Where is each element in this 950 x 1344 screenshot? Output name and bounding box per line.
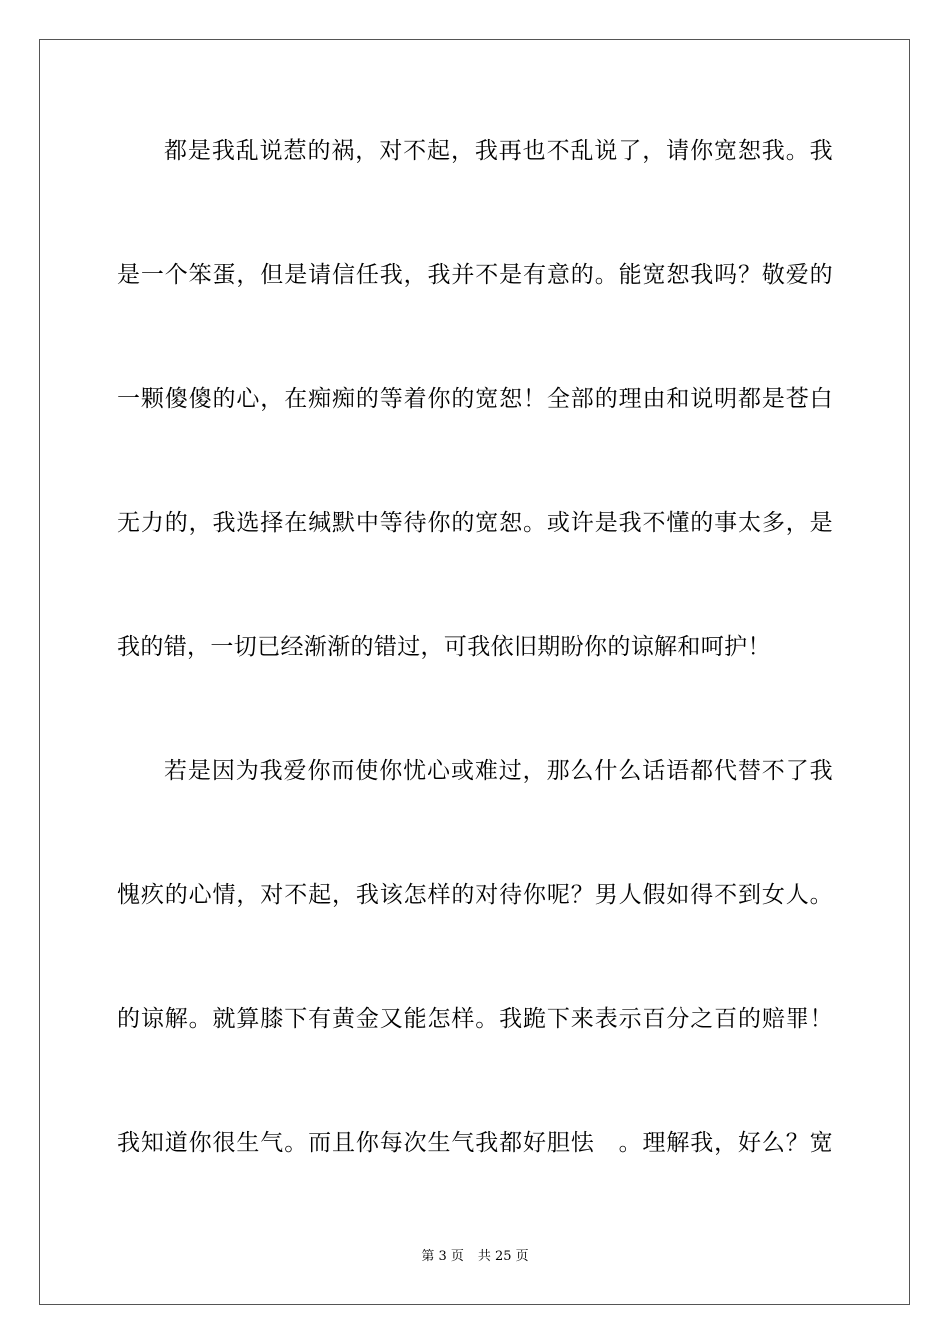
text-line-4: 无力的，我选择在缄默中等待你的宽恕。或许是我不懂的事太多，是 <box>117 510 833 536</box>
text-line-6: 若是因为我爱你而使你忧心或难过，那么什么话语都代替不了我 <box>164 758 833 784</box>
text-line-1: 都是我乱说惹的祸，对不起，我再也不乱说了，请你宽恕我。我 <box>164 138 833 164</box>
page-number: 第 3 页 <box>421 1249 464 1264</box>
text-line-8: 的谅解。就算膝下有黄金又能怎样。我跪下来表示百分之百的赔罪！ <box>117 1006 833 1032</box>
text-line-3: 一颗傻傻的心，在痴痴的等着你的宽恕！全部的理由和说明都是苍白 <box>117 386 833 412</box>
page-footer <box>0 1248 950 1266</box>
text-line-5: 我的错，一切已经渐渐的错过，可我依旧期盼你的谅解和呵护！ <box>117 634 771 660</box>
text-line-2: 是一个笨蛋，但是请信任我，我并不是有意的。能宽恕我吗？敬爱的 <box>117 262 833 288</box>
page-total: 共 25 页 <box>477 1249 529 1264</box>
text-line-7: 愧疚的心情，对不起，我该怎样的对待你呢？男人假如得不到女人。 <box>117 882 833 908</box>
text-line-9: 我知道你很生气。而且你每次生气我都好胆怯 。理解我，好么？宽 <box>117 1130 833 1156</box>
page-border <box>39 39 910 1305</box>
